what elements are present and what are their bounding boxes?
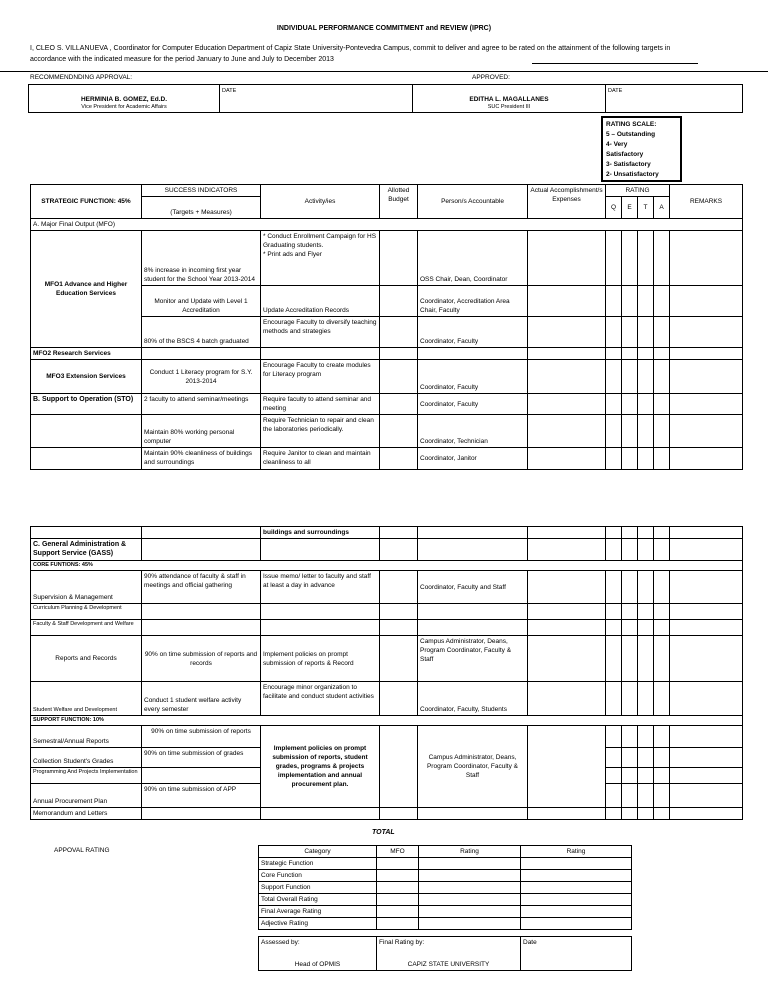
budget-cell[interactable] (380, 415, 418, 448)
header-person: Person/s Accountable (418, 185, 528, 219)
row-category: Programming And Projects Implementation (31, 768, 142, 784)
remarks-cell[interactable] (670, 231, 743, 286)
signoff-date-cell[interactable] (521, 937, 632, 971)
row-indicator: Conduct 1 student welfare activity every semester (142, 682, 261, 716)
remarks-cell[interactable] (670, 394, 743, 415)
summary-header-mfo: MFO (377, 846, 419, 858)
row-category: Memorandum and Letters (31, 808, 142, 820)
summary-header-category: Category (259, 846, 377, 858)
row-person: OSS Chair, Dean, Coordinator (418, 231, 528, 286)
budget-cell[interactable] (380, 317, 418, 348)
summary-header-rating: Rating (419, 846, 521, 858)
rating-cell[interactable] (606, 415, 622, 448)
ipcr-table-page2 (30, 526, 743, 820)
actual-cell[interactable] (528, 231, 606, 286)
assessor-title: Head of OPMIS (294, 961, 341, 968)
rating-cell[interactable] (638, 360, 654, 394)
summary-category: Strategic Function (259, 858, 377, 870)
rating-cell[interactable] (606, 360, 622, 394)
header-budget: Allotted Budget (380, 185, 418, 219)
summary-cell[interactable] (419, 882, 521, 894)
mfo2-label: MFO2 Research Services (31, 348, 142, 360)
actual-cell[interactable] (528, 317, 606, 348)
rating-scale-box (601, 116, 682, 182)
final-rating-org: CAPIZ STATE UNIVERSITY (407, 961, 490, 968)
rating-cell[interactable] (638, 317, 654, 348)
rating-cell[interactable] (654, 317, 670, 348)
row-indicator: 90% on time submission of grades (142, 748, 261, 768)
assessed-by-label: Assessed by: (261, 939, 300, 946)
actual-cell[interactable] (528, 726, 606, 808)
row-indicator: Monitor and Update with Level 1 Accreditation (142, 286, 261, 317)
rating-cell[interactable] (654, 231, 670, 286)
summary-cell[interactable] (521, 906, 632, 918)
header-rating: RATING (606, 185, 670, 197)
row-category: Curriculum Planning & Development (31, 604, 142, 620)
sto-label: B. Support to Operation (STO) (31, 394, 142, 415)
row-activity: Implement policies on prompt submission of reports & Record (261, 636, 380, 682)
final-rating-cell[interactable] (377, 937, 521, 971)
summary-cell[interactable] (377, 858, 419, 870)
rating-scale-item: 2- Unsatisfactory (606, 171, 659, 178)
rating-cell[interactable] (622, 317, 638, 348)
header-success: SUCCESS INDICATORS (142, 185, 261, 197)
summary-cell[interactable] (521, 882, 632, 894)
row-category: Collection Student's Grades (31, 748, 142, 768)
rating-cell[interactable] (622, 394, 638, 415)
support-activity: Implement policies on prompt submission of reports, student grades, programs & projects implementation and annual procurement plan. (261, 726, 380, 808)
document-title: INDIVIDUAL PERFORMANCE COMMITMENT and REVIEW (IPRC) (276, 25, 492, 32)
budget-cell[interactable] (380, 231, 418, 286)
header-remarks: REMARKS (670, 185, 743, 219)
left-signatory (29, 85, 220, 113)
intro-line-1: I, CLEO S. VILLANUEVA , Coordinator for Computer Education Department of Capiz State University-Pontevedra Campus, commit to deliver and agree to be rated on the attainment of the following targets in (30, 45, 671, 52)
remarks-cell[interactable] (670, 360, 743, 394)
core-label: CORE FUNTIONS: 45% (31, 561, 743, 571)
actual-cell[interactable] (528, 286, 606, 317)
summary-category: Adjective Rating (259, 918, 377, 930)
row-activity: Encourage Faculty to create modules for Literacy program (261, 360, 380, 394)
intro-line-2: accordance with the indicated measure for the period January to June and July to December 2013 (30, 56, 334, 63)
right-date-cell[interactable] (606, 85, 743, 113)
approval-rating-label: APPOVAL RATING (54, 847, 110, 854)
row-activity: Update Accreditation Records (261, 286, 380, 317)
actual-cell[interactable] (528, 394, 606, 415)
final-rating-label: Final Rating by: (379, 939, 425, 946)
row-indicator: Maintain 80% working personal computer (142, 415, 261, 448)
summary-cell[interactable] (377, 882, 419, 894)
rating-cell[interactable] (638, 231, 654, 286)
left-signatory-name: HERMINIA B. GOMEZ, Ed.D. (80, 96, 168, 103)
row-activity: buildings and surroundings (261, 527, 380, 539)
budget-cell[interactable] (380, 682, 418, 716)
row-indicator: 8% increase in incoming first year student for the School Year 2013-2014 (142, 231, 261, 286)
support-label: SUPPORT FUNCTION: 10% (31, 716, 743, 726)
remarks-cell[interactable] (670, 448, 743, 470)
right-date-label: DATE (608, 88, 623, 94)
summary-cell[interactable] (521, 870, 632, 882)
row-activity: * Conduct Enrollment Campaign for HS Graduating students. * Print ads and Flyer (261, 231, 380, 286)
actual-cell[interactable] (528, 415, 606, 448)
header-a: A (654, 197, 670, 219)
mfo1-label: MFO1 Advance and Higher Education Services (31, 231, 142, 348)
rating-cell[interactable] (606, 231, 622, 286)
rating-cell[interactable] (654, 448, 670, 470)
header-q: Q (606, 197, 622, 219)
commitment-statement (30, 43, 740, 65)
rating-cell[interactable] (622, 448, 638, 470)
budget-cell[interactable] (380, 286, 418, 317)
ipcr-table-page1 (30, 184, 743, 470)
row-category: Reports and Records (31, 636, 142, 682)
row-category: Semestral/Annual Reports (31, 726, 142, 748)
row-person: Campus Administrator, Deans, Program Coordinator, Faculty & Staff (418, 636, 528, 682)
header-targets: (Targets + Measures) (142, 197, 261, 219)
row-activity: Require faculty to attend seminar and meeting (261, 394, 380, 415)
summary-cell[interactable] (419, 906, 521, 918)
support-person: Campus Administrator, Deans, Program Coordinator, Faculty & Staff (418, 726, 528, 808)
row-indicator: 90% on time submission of reports (142, 726, 261, 748)
row-person: Coordinator, Faculty, Students (418, 682, 528, 716)
header-t: T (638, 197, 654, 219)
mfo3-label: MFO3 Extension Services (31, 360, 142, 394)
section-mfo: A. Major Final Output (MFO) (31, 219, 743, 231)
total-label: TOTAL (372, 829, 395, 836)
left-date-cell[interactable] (220, 85, 413, 113)
summary-category: Final Average Rating (259, 906, 377, 918)
remarks-cell[interactable] (670, 415, 743, 448)
summary-cell[interactable] (377, 894, 419, 906)
summary-cell[interactable] (521, 894, 632, 906)
summary-category: Support Function (259, 882, 377, 894)
row-activity: Encourage minor organization to facilitate and conduct student activities (261, 682, 380, 716)
rating-cell[interactable] (654, 394, 670, 415)
row-person: Coordinator, Faculty and Staff (418, 571, 528, 604)
rating-cell[interactable] (606, 448, 622, 470)
summary-table (258, 845, 632, 930)
gass-label: C. General Administration & Support Service (GASS) (31, 539, 142, 561)
summary-cell[interactable] (377, 918, 419, 930)
row-indicator: 80% of the BSCS 4 batch graduated (142, 317, 261, 348)
summary-category: Total Overall Rating (259, 894, 377, 906)
rating-scale-item: 4- Very (606, 141, 628, 148)
rating-scale-title: RATING SCALE: (606, 121, 657, 128)
right-signatory-title: SUC President III (487, 104, 531, 110)
rating-scale-item: 3- Satisfactory (606, 161, 651, 168)
summary-category: Core Function (259, 870, 377, 882)
budget-cell[interactable] (380, 726, 418, 808)
rating-cell[interactable] (622, 231, 638, 286)
rating-cell[interactable] (622, 415, 638, 448)
rating-cell[interactable] (654, 415, 670, 448)
actual-cell[interactable] (528, 682, 606, 716)
header-actual: Actual Accomplishment/s Expenses (528, 185, 606, 219)
summary-cell[interactable] (377, 906, 419, 918)
rating-scale-item: 5 – Outstanding (606, 131, 656, 138)
row-activity: Issue memo/ letter to faculty and staff at least a day in advance (261, 571, 380, 604)
header-strategic: STRATEGIC FUNCTION: 45% (31, 185, 142, 219)
rating-cell[interactable] (638, 394, 654, 415)
remarks-cell[interactable] (670, 317, 743, 348)
budget-cell[interactable] (380, 360, 418, 394)
summary-cell[interactable] (419, 894, 521, 906)
row-category: Annual Procurement Plan (31, 784, 142, 808)
summary-cell[interactable] (521, 918, 632, 930)
header-activity: Activity/ies (261, 185, 380, 219)
row-activity: Encourage Faculty to diversify teaching methods and strategies (261, 317, 380, 348)
actual-cell[interactable] (528, 571, 606, 604)
row-indicator: Maintain 90% cleanliness of buildings and surroundings (142, 448, 261, 470)
row-indicator: Conduct 1 Literacy program for S.Y. 2013-2014 (142, 360, 261, 394)
budget-cell[interactable] (380, 571, 418, 604)
row-person: Coordinator, Janitor (418, 448, 528, 470)
rating-cell[interactable] (606, 317, 622, 348)
row-activity: Require Janitor to clean and maintain cleanliness to all (261, 448, 380, 470)
signatory-table (28, 84, 743, 113)
row-indicator: 90% attendance of faculty & staff in meetings and official gathering (142, 571, 261, 604)
row-person: Coordinator, Technician (418, 415, 528, 448)
summary-cell[interactable] (419, 918, 521, 930)
recommending-label: RECOMMENDNDING APPROVAL: (30, 74, 133, 81)
header-e: E (622, 197, 638, 219)
rating-cell[interactable] (622, 286, 638, 317)
right-signatory-name: EDITHA L. MAGALLANES (469, 96, 549, 103)
actual-cell[interactable] (528, 636, 606, 682)
summary-header-rating: Rating (521, 846, 632, 858)
row-activity: Require Technician to repair and clean the laboratories periodically. (261, 415, 380, 448)
budget-cell[interactable] (380, 394, 418, 415)
row-person: Coordinator, Faculty (418, 360, 528, 394)
left-signatory-title: Vice President for Academic Affairs (81, 104, 167, 110)
rating-scale-item: Satisfactory (606, 151, 644, 158)
summary-cell[interactable] (419, 858, 521, 870)
row-category: Faculty & Staff Development and Welfare (31, 620, 142, 636)
actual-cell[interactable] (528, 448, 606, 470)
rating-cell[interactable] (606, 286, 622, 317)
rating-cell[interactable] (638, 415, 654, 448)
budget-cell[interactable] (380, 636, 418, 682)
summary-cell[interactable] (521, 858, 632, 870)
remarks-cell[interactable] (670, 286, 743, 317)
row-person: Coordinator, Faculty (418, 317, 528, 348)
signature-line (532, 63, 698, 64)
rating-cell[interactable] (654, 360, 670, 394)
rating-cell[interactable] (654, 286, 670, 317)
divider (0, 71, 768, 72)
summary-cell[interactable] (377, 870, 419, 882)
assessed-by-cell[interactable] (259, 937, 377, 971)
budget-cell[interactable] (380, 448, 418, 470)
rating-cell[interactable] (638, 286, 654, 317)
row-person: Coordinator, Accreditation Area Chair, Faculty (418, 286, 528, 317)
left-date-label: DATE (222, 88, 237, 94)
row-indicator: 90% on time submission of reports and records (142, 636, 261, 682)
row-category: Student Welfare and Development (31, 682, 142, 716)
actual-cell[interactable] (528, 360, 606, 394)
row-category: Supervision & Management (31, 571, 142, 604)
right-signatory (413, 85, 606, 113)
row-indicator: 90% on time submission of APP (142, 784, 261, 808)
row-indicator: 2 faculty to attend seminar/meetings (142, 394, 261, 415)
summary-cell[interactable] (419, 870, 521, 882)
row-person: Coordinator, Faculty (418, 394, 528, 415)
approved-label: APPROVED: (472, 74, 510, 81)
rating-cell[interactable] (638, 448, 654, 470)
signoff-table (258, 936, 632, 971)
rating-cell[interactable] (622, 360, 638, 394)
rating-cell[interactable] (606, 394, 622, 415)
signoff-date-label: Date (523, 939, 537, 946)
